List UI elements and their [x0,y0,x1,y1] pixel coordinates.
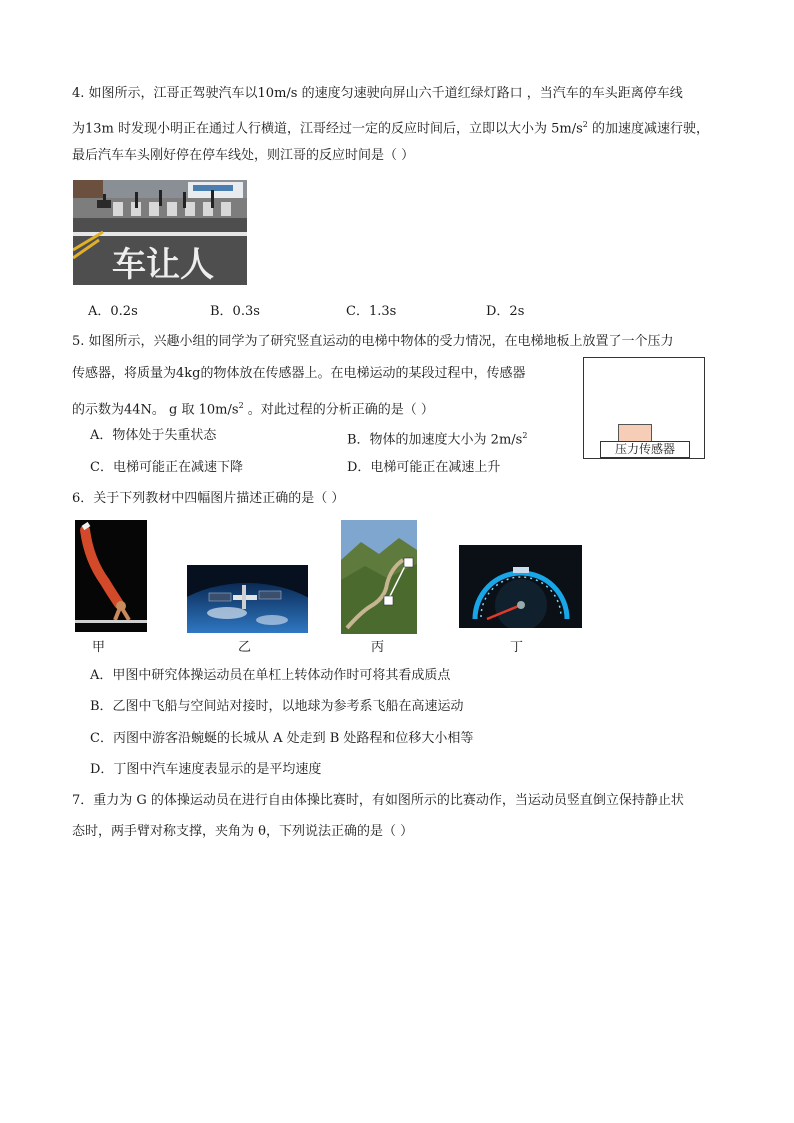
q5-option-b-sup: 2 [522,431,528,440]
q7-line-2: 态时，两手臂对称支撑，夹角为 θ，下列说法正确的是（ ） [72,824,414,839]
q4-line-2b: 的加速度减速行驶， [587,121,710,137]
great-wall-photo [341,520,417,634]
space-station-photo [187,565,308,633]
q5-option-d: D．电梯可能正在减速上升 [347,460,501,475]
q5-option-a: A．物体处于失重状态 [90,428,217,443]
q5-option-b [347,426,527,450]
q5-sup: 2 [238,401,244,410]
q6-option-d: D．丁图中汽车速度表显示的是平均速度 [90,762,322,777]
q5-line-2: 传感器，将质量为4kg的物体放在传感器上。在电梯运动的某段过程中，传感器 [72,366,526,381]
q6-stem: 6．关于下列教材中四幅图片描述正确的是（ ） [72,491,345,506]
gymnast-figure [75,520,147,632]
speedometer-photo [459,545,582,628]
q6-option-b: B．乙图中飞船与空间站对接时，以地球为参考系飞船在高速运动 [90,699,464,714]
q5-option-b-text: B．物体的加速度大小为 2m/s [347,432,523,448]
q4-option-b: B．0.3s [210,304,260,319]
space-station-scene [187,565,308,633]
q4-option-c: C．1.3s [346,304,397,319]
gymnast-photo [75,520,147,632]
q4-sup: 2 [582,120,588,129]
q6-option-a: A．甲图中研究体操运动员在单杠上转体动作时可将其看成质点 [90,668,451,683]
caption-bing: 丙 [371,640,385,655]
q5-line-1: 5. 如图所示，兴趣小组的同学为了研究竖直运动的电梯中物体的受力情况，在电梯地板上放置了一个压力 [72,334,674,349]
caption-yi: 乙 [238,640,252,655]
caption-ding: 丁 [510,640,524,655]
q4-line-3: 最后汽车车头刚好停在停车线处，则江哥的反应时间是（ ） [72,148,415,163]
mass-block [618,424,652,442]
q6-option-c: C．丙图中游客沿蜿蜒的长城从 A 处走到 B 处路程和位移大小相等 [90,731,474,746]
q5-option-c: C．电梯可能正在减速下降 [90,460,243,475]
q5-line-3 [72,396,434,420]
q4-option-a: A．0.2s [88,304,138,319]
speedometer-gauge [459,545,582,628]
q4-line-2 [72,115,709,139]
crosswalk-photo [73,180,247,285]
pressure-sensor-label: 压力传感器 [600,441,690,458]
q7-line-1: 7．重力为 G 的体操运动员在进行自由体操比赛时，有如图所示的比赛动作，当运动员竖直倒立保持静止状 [72,793,684,808]
q4-line-1: 4. 如图所示，江哥正驾驶汽车以10m/s 的速度匀速驶向屏山六千道红绿灯路口 ，当汽车的车头距离停车线 [72,86,683,101]
great-wall-scene [341,520,417,634]
caption-jia: 甲 [92,640,106,655]
crosswalk-scene [73,180,247,285]
q5-line-3a: 的示数为44N。 g 取 10m/s [72,402,239,418]
elevator-diagram [583,357,705,459]
q5-line-3b: 。对此过程的分析正确的是（ ） [243,402,434,418]
q4-option-d: D．2s [486,304,525,319]
q4-line-2a: 为13m 时发现小明正在通过人行横道，江哥经过一定的反应时间后，立即以大小为 5m/s [72,121,583,137]
road-marking-text: 车让人 [112,245,214,285]
